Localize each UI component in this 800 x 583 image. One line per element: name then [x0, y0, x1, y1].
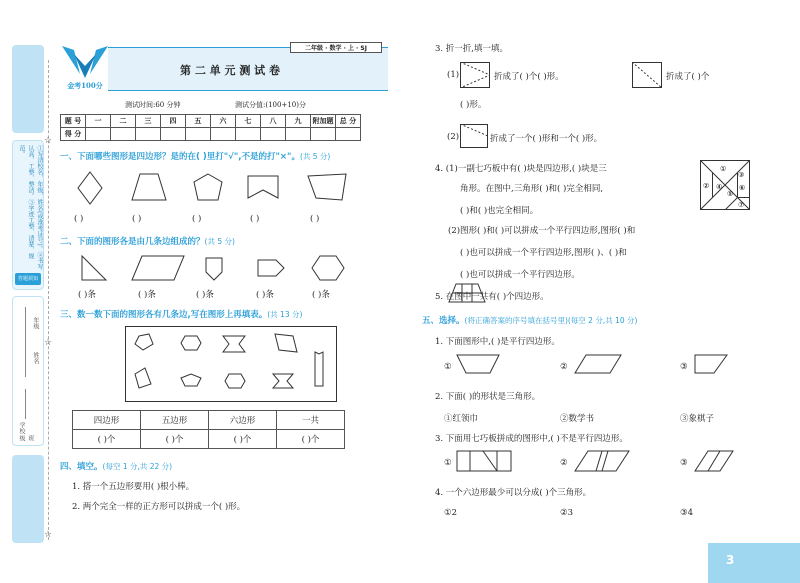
q5-item1-shape-quad [694, 354, 728, 374]
score-cell: 六 [211, 115, 236, 128]
q2-note: (共 5 分) [204, 237, 235, 246]
shape-pentagon [194, 174, 222, 200]
shape-concave [223, 336, 245, 352]
q3-answer-cell[interactable]: ( )个 [73, 430, 141, 449]
q4-heading [60, 460, 172, 472]
q3-table-answer-row [73, 430, 345, 449]
score-cell: 三 [136, 115, 161, 128]
score-input-cell[interactable] [161, 128, 186, 141]
q5-item2[interactable]: 2. 下面( )的形状是三角形。 [435, 392, 541, 402]
cut-star-icon: ☆ [44, 136, 53, 146]
shape-parallelogram [132, 256, 184, 280]
q5-item3-option[interactable]: ③ [680, 458, 688, 468]
score-input-cell[interactable] [336, 128, 361, 141]
q5-item4[interactable]: 4. 一个六边形最少可以分成( )个三角形。 [435, 488, 592, 498]
q4-fold2-answer[interactable]: 折成了一个( )形和一个( )形。 [490, 134, 603, 144]
q5-item1-shape-parallelogram [574, 354, 622, 374]
q3-header-cell: 六边形 [209, 411, 277, 430]
sidebar-tag-text: 答题须知 [17, 276, 38, 282]
fold-rect-diagonal [632, 62, 662, 88]
sidebar-field-line [25, 307, 26, 377]
q4-item4-line2[interactable]: 角形。在图中,三角形( )和( )完全相同, [460, 184, 604, 194]
tangram-label: ② [703, 182, 710, 190]
shape-home-plate [258, 260, 284, 276]
page-number: 3 [726, 553, 735, 567]
q5-item3[interactable]: 3. 下面用七巧板拼成的图形中,( )不是平行四边形。 [435, 434, 628, 444]
score-cell: 题 号 [61, 115, 86, 128]
sidebar-field-line [25, 389, 26, 419]
q1-heading [60, 150, 330, 162]
q1-note: (共 5 分) [299, 152, 331, 161]
sidebar-info-panel [12, 296, 44, 446]
q5-item3-shape-a [456, 450, 512, 472]
q4-heading-text: 四、填空。 [60, 462, 103, 472]
q3-header-cell: 四边形 [73, 411, 141, 430]
q2-heading [60, 235, 235, 247]
q4-item2: 2. 两个完全一样的正方形可以拼成一个( )形。 [72, 502, 246, 512]
cut-star-icon: ☆ [44, 530, 53, 540]
q3-heading [60, 308, 302, 320]
q3-table-header-row [73, 411, 345, 430]
score-table [60, 114, 361, 141]
score-cell: 七 [236, 115, 261, 128]
tangram-label: ⑤ [727, 190, 734, 198]
cut-line [48, 60, 49, 540]
score-input-cell[interactable] [111, 128, 136, 141]
q4-fold1-answer[interactable]: 折成了( )个( )形。 [494, 72, 564, 82]
tangram-label: ④ [716, 183, 723, 191]
cut-star-icon: ☆ [44, 338, 53, 348]
score-input-cell[interactable] [186, 128, 211, 141]
q4-note: (每空 1 分,共 22 分) [102, 462, 173, 471]
score-input-cell[interactable] [311, 128, 336, 141]
page-title: 第 二 单 元 测 试 卷 [180, 64, 280, 77]
score-cell: 附加题 [311, 115, 336, 128]
q3-header-cell: 一共 [277, 411, 345, 430]
q2-heading-text: 二、下面的图形各是由几条边组成的？ [60, 237, 205, 247]
score-cell: 二 [111, 115, 136, 128]
q4-item4-line6[interactable]: ( )也可以拼成一个平行四边形。 [460, 270, 580, 280]
score-input-cell[interactable] [211, 128, 236, 141]
score-table-score-row [61, 128, 361, 141]
q2-answer-blank[interactable]: ( )条 [312, 290, 330, 300]
fold-square-diagonal [460, 62, 490, 88]
sidebar-field-name: 姓名 [32, 352, 39, 364]
q1-answer-blank[interactable]: ( ) [132, 214, 142, 224]
q3-answer-cell[interactable]: ( )个 [209, 430, 277, 449]
grade-badge [290, 42, 382, 53]
q5-item4-option[interactable]: ①2 [444, 508, 458, 518]
sidebar-tag [15, 273, 41, 285]
score-input-cell[interactable] [86, 128, 111, 141]
q1-answer-blank[interactable]: ( ) [192, 214, 202, 224]
page-number-box [708, 543, 800, 583]
shape-hexagon [181, 336, 201, 350]
sidebar-notice-panel [12, 140, 44, 290]
q5-item3-option[interactable]: ② [560, 458, 568, 468]
q1-answer-blank[interactable]: ( ) [74, 214, 84, 224]
sidebar-bottom-tab [12, 455, 44, 543]
score-input-cell[interactable] [261, 128, 286, 141]
shape-hexagon [225, 374, 245, 388]
q4-item4-line5[interactable]: ( )也可以拼成一个平行四边形,图形( )、( )和 [460, 248, 627, 258]
q5-item1-option[interactable]: ② [560, 362, 568, 372]
q4-item5[interactable]: 5. 在图中一共有( )个四边形。 [435, 292, 549, 302]
shape-hexagon [312, 256, 344, 280]
tangram-label: ⑦ [738, 201, 745, 209]
q2-answer-blank[interactable]: ( )条 [138, 290, 156, 300]
shape-quad [275, 334, 297, 352]
q5-item1[interactable]: 1. 下面图形中,( )是平行四边形。 [435, 337, 560, 347]
shape-triangle [82, 256, 106, 280]
q5-item3-shape-c [694, 450, 734, 472]
q3-shape-box [125, 326, 337, 402]
sidebar-field-class: 班级 [18, 435, 34, 441]
q1-heading-text: 一、下面哪些图形是四边形？是的在( )里打"√",不是的打"×"。 [60, 152, 300, 162]
q3-heading-text: 三、数一数下面的图形各有几条边,写在图形上再填表。 [60, 310, 268, 320]
q3-header-cell: 五边形 [141, 411, 209, 430]
q2-answer-blank[interactable]: ( )条 [256, 290, 274, 300]
q4-fold1-answer-b[interactable]: 折成了( )个 [666, 72, 710, 82]
q5-item4-option[interactable]: ②3 [560, 508, 574, 518]
q4-item4-line1[interactable]: 4. (1)一副七巧板中有( )块是四边形,( )块是三 [435, 164, 607, 174]
tangram-label: ① [720, 165, 727, 173]
sidebar-top-tab [12, 45, 44, 133]
tangram-figure [700, 160, 750, 210]
q3-note: (共 13 分) [267, 310, 303, 319]
shape-pentagon-arrow [206, 258, 222, 280]
q5-heading-text: 五、选择。 [422, 316, 465, 326]
q5-item1-shape-trapezoid [456, 354, 500, 374]
grade-badge-text: 二年级 · 数学 · 上 · SJ [305, 45, 367, 52]
shape-rhombus [78, 172, 102, 204]
q4-item5-figure [448, 283, 486, 303]
q5-item2-option[interactable]: ①红领巾 [444, 414, 479, 424]
shape-pentagon [135, 334, 153, 350]
score-cell: 八 [261, 115, 286, 128]
q4-fold1-answer-c[interactable]: ( )形。 [460, 100, 487, 110]
q4-fold-label: (2) [447, 132, 460, 142]
score-input-cell[interactable] [136, 128, 161, 141]
q5-heading [422, 314, 637, 326]
score-input-cell[interactable] [286, 128, 311, 141]
q4-item1: 1. 搭一个五边形要用( )根小棒。 [72, 482, 195, 492]
q5-item3-shape-b [574, 450, 630, 472]
tangram-label: ③ [738, 171, 745, 179]
logo-icon [60, 44, 110, 90]
sidebar-notice-text: ①写清校名、年级、姓名(或准考证号)。②书写认真、工整、整洁。③字迹工整、清楚、规范。 [18, 145, 43, 270]
q5-note: (将正确答案的序号填在括号里)(每空 2 分,共 10 分) [464, 316, 638, 325]
sidebar-field-grade: 年级 [32, 317, 39, 329]
shape-bowtie [273, 374, 293, 388]
q3-answer-cell[interactable]: ( )个 [277, 430, 345, 449]
test-score-info: 测试分值:(100+10)分 [235, 101, 306, 109]
q5-item1-option[interactable]: ① [444, 362, 452, 372]
shape-concave [248, 176, 278, 198]
shape-hexagon [181, 374, 201, 386]
score-input-cell[interactable] [236, 128, 261, 141]
sidebar-field-school: 学校 [18, 422, 25, 434]
score-cell: 得 分 [61, 128, 86, 141]
q5-item3-option[interactable]: ① [444, 458, 452, 468]
q1-answer-blank[interactable]: ( ) [310, 214, 320, 224]
shape-quad [308, 174, 346, 200]
score-cell: 九 [286, 115, 311, 128]
q3-count-table [72, 410, 345, 449]
tangram-label: ⑥ [739, 184, 746, 192]
q5-item2-option[interactable]: ③象棋子 [680, 414, 715, 424]
logo-text: 金考100分 [67, 81, 103, 90]
score-cell: 总 分 [336, 115, 361, 128]
q3-answer-cell[interactable]: ( )个 [141, 430, 209, 449]
q2-answer-blank[interactable]: ( )条 [196, 290, 214, 300]
shape-house [315, 352, 323, 386]
score-cell: 一 [86, 115, 111, 128]
q4-item3-title: 3. 折一折,填一填。 [435, 44, 509, 54]
shape-quad [135, 368, 151, 388]
test-time: 测试时间:60 分钟 [125, 101, 181, 109]
q4-fold-label: (1) [447, 70, 460, 80]
score-cell: 四 [161, 115, 186, 128]
q5-item2-option[interactable]: ②数学书 [560, 414, 595, 424]
q4-item4-line3[interactable]: ( )和( )也完全相同。 [460, 206, 539, 216]
shape-trapezoid [132, 174, 166, 200]
q5-item4-option[interactable]: ③4 [680, 508, 694, 518]
fold-rect-line [460, 124, 488, 148]
q2-shapes [60, 252, 360, 284]
q1-shapes [60, 168, 360, 208]
q1-answer-blank[interactable]: ( ) [250, 214, 260, 224]
q2-answer-blank[interactable]: ( )条 [78, 290, 96, 300]
q4-item4-line4[interactable]: (2)图形( )和( )可以拼成一个平行四边形,图形( )和 [448, 226, 636, 236]
q5-item1-option[interactable]: ③ [680, 362, 688, 372]
score-cell: 五 [186, 115, 211, 128]
score-table-header-row [61, 115, 361, 128]
